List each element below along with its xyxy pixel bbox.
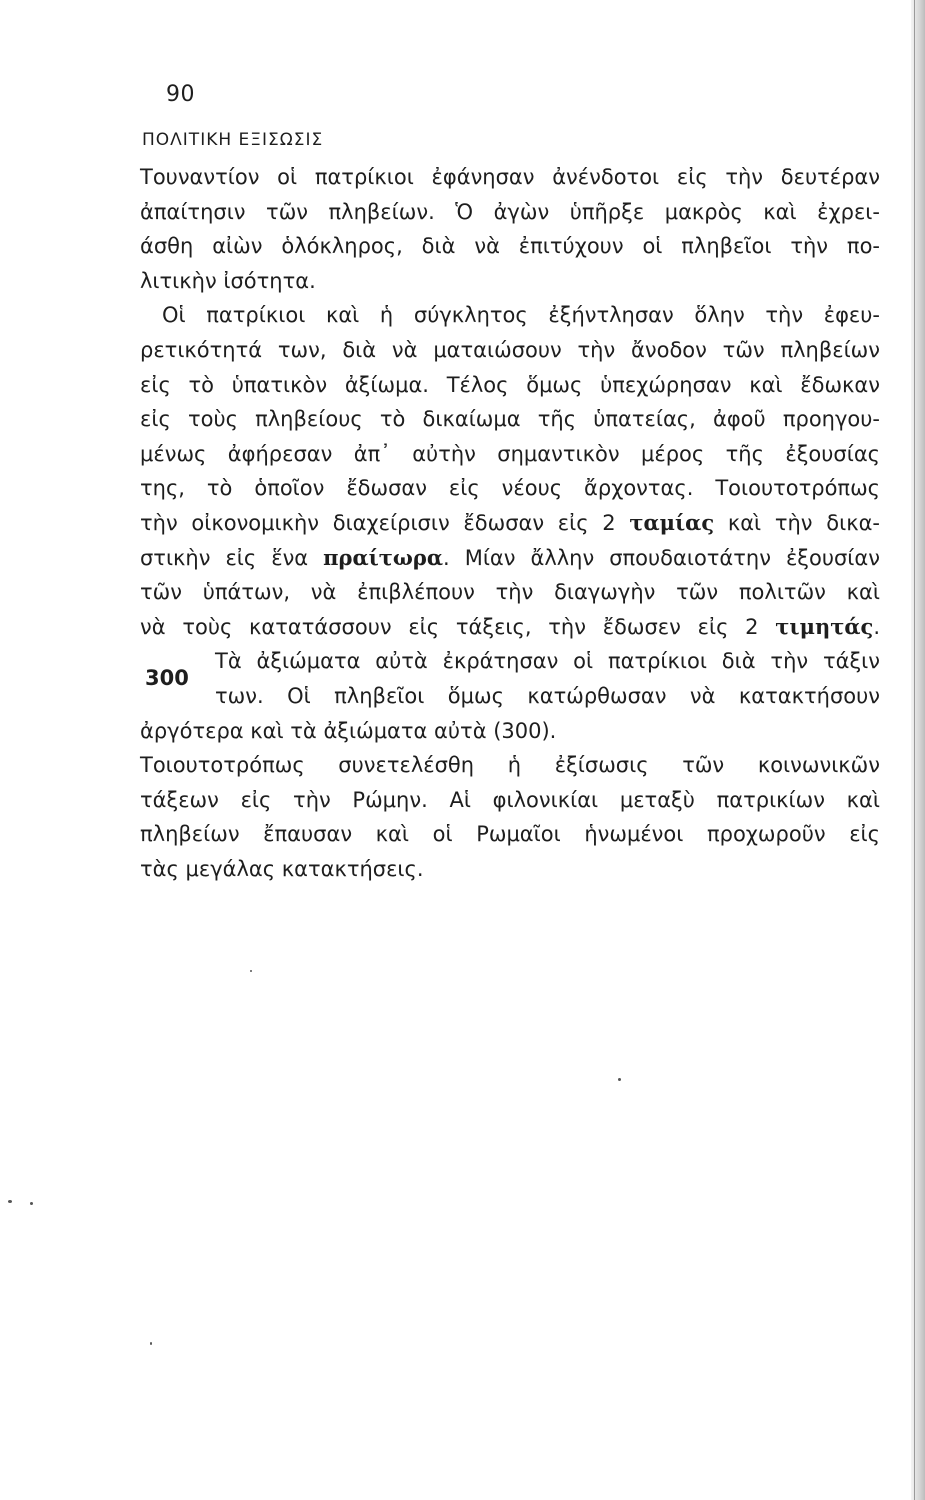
paper-speck [8, 1200, 12, 1203]
text-line: πληβείων ἔπαυσαν καὶ οἱ Ρωμαῖοι ἡνωμένοι προχωροῦν εἰς [140, 822, 880, 847]
text-line: στικὴν εἰς ἕνα πραίτωρα. Μίαν ἄλλην σπουδαιοτάτην ἐξουσίαν [140, 544, 880, 570]
text-line: τάξεων εἰς τὴν Ρώμην. Αἱ φιλονικίαι μεταξὺ πατρικίων καὶ [140, 787, 880, 812]
bold-term: τιμητάς [775, 613, 874, 639]
text-line: εἰς τοὺς πληβείους τὸ δικαίωμα τῆς ὑπατείας, ἀφοῦ προηγου- [140, 407, 880, 432]
body-text [140, 160, 880, 886]
running-head: ΠΟΛΙΤΙΚΗ ΕΞΙΣΩΣΙΣ [142, 130, 324, 150]
text-line: των. Οἱ πληβεῖοι ὅμως κατώρθωσαν νὰ κατακτήσουν [215, 683, 880, 708]
text-line: ἀπαίτησιν τῶν πληβείων. Ὁ ἀγὼν ὑπῆρξε μακρὸς καὶ ἐχρει- [140, 199, 880, 224]
page-number: 90 [166, 82, 195, 107]
text-line: Τουναντίον οἱ πατρίκιοι ἐφάνησαν ἀνένδοτοι εἰς τὴν δευτέραν [140, 165, 880, 189]
paper-speck [30, 1202, 33, 1205]
bold-term: πραίτωρα [323, 544, 444, 570]
page-edge-line [914, 0, 915, 1500]
paper-speck [250, 970, 252, 972]
text-line: λιτικὴν ἰσότητα. [140, 268, 316, 293]
paper-speck [150, 1342, 152, 1345]
text-line: μένως ἀφήρεσαν ἀπ᾽ αὐτὴν σημαντικὸν μέρος τῆς ἐξουσίας [140, 441, 880, 466]
text-line: άσθη αἰὼν ὁλόκληρος, διὰ νὰ ἐπιτύχουν οἱ πληβεῖοι τὴν πο- [140, 234, 880, 259]
paper-speck [618, 1078, 621, 1081]
text-line: Οἱ πατρίκιοι καὶ ἡ σύγκλητος ἐξήντλησαν ὅλην τὴν ἐφευ- [162, 303, 880, 328]
text-line: νὰ τοὺς κατατάσσουν εἰς τάξεις, τὴν ἔδωσεν εἰς 2 τιμητάς. [140, 613, 880, 639]
text-line: εἰς τὸ ὑπατικὸν ἀξίωμα. Τέλος ὅμως ὑπεχώρησαν καὶ ἔδωκαν [140, 372, 880, 397]
bold-term: ταμίας [629, 509, 715, 535]
text-line: ἀργότερα καὶ τὰ ἀξιώματα αὐτὰ (300). [140, 718, 557, 743]
text-line: τῶν ὑπάτων, νὰ ἐπιβλέπουν τὴν διαγωγὴν τῶν πολιτῶν καὶ [140, 580, 880, 605]
text-line: ρετικότητά των, διὰ νὰ ματαιώσουν τὴν ἄνοδον τῶν πληβείων [140, 337, 880, 362]
margin-year-note: 300 [145, 666, 189, 690]
text-line: τὰς μεγάλας κατακτήσεις. [140, 856, 424, 881]
text-line: τὴν οἰκονομικὴν διαχείρισιν ἔδωσαν εἰς 2 ταμίας καὶ τὴν δικα- [140, 509, 880, 535]
text-line: Τοιουτοτρόπως συνετελέσθη ἡ ἐξίσωσις τῶν κοινωνικῶν [140, 753, 880, 778]
text-line: της, τὸ ὁποῖον ἔδωσαν εἰς νέους ἄρχοντας. Τοιουτοτρόπως [140, 476, 880, 501]
text-line: Τὰ ἀξιώματα αὐτὰ ἐκράτησαν οἱ πατρίκιοι διὰ τὴν τάξιν [215, 649, 880, 674]
